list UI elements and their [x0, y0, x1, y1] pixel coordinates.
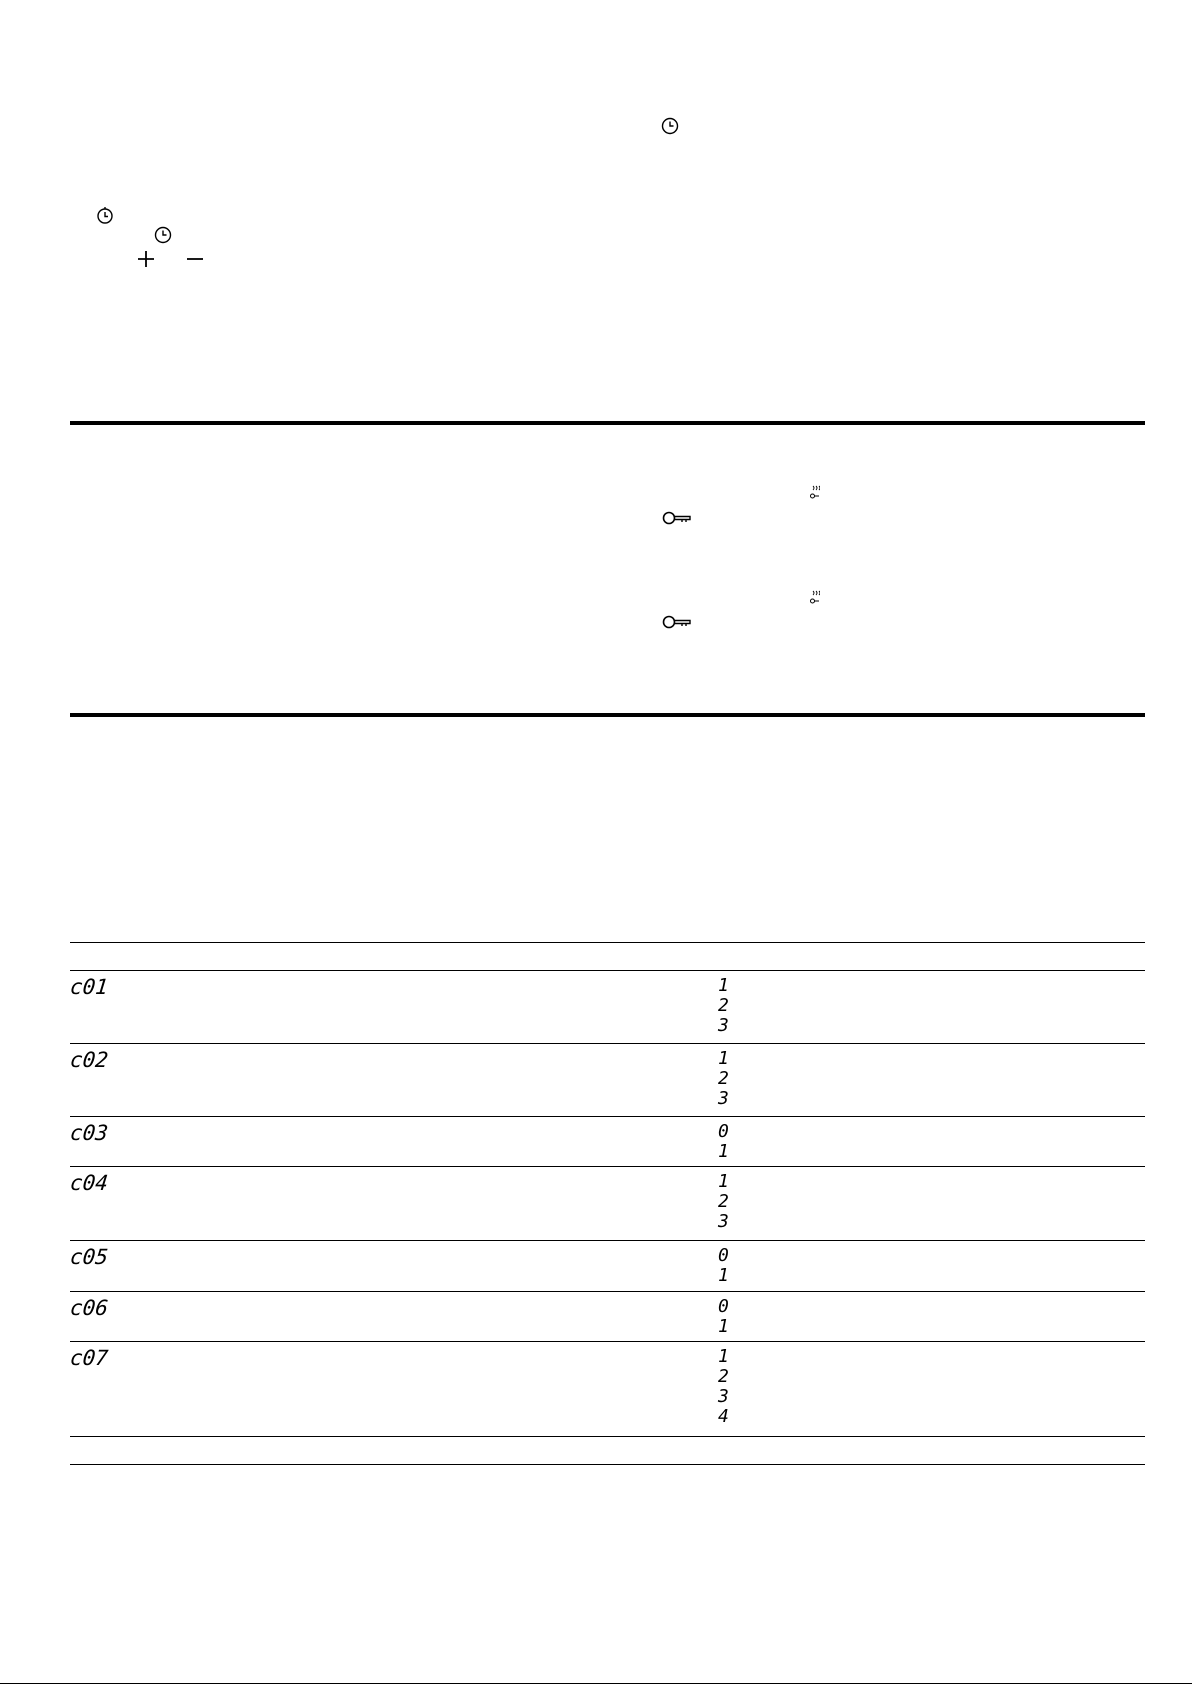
page-bottom-line — [0, 1683, 1192, 1684]
setting-value: 3 — [718, 1088, 729, 1109]
setting-value: 4 — [718, 1406, 729, 1427]
burner-lock-icon — [810, 485, 820, 501]
table-header-top-line — [70, 942, 1145, 943]
setting-code: c06 — [68, 1296, 110, 1320]
setting-code: c02 — [68, 1048, 110, 1072]
setting-code: c03 — [68, 1121, 110, 1145]
row-divider — [70, 1116, 1145, 1117]
setting-value: 0 — [718, 1121, 729, 1142]
setting-value: 1 — [718, 975, 729, 996]
setting-value: 2 — [718, 1366, 729, 1387]
clock-timer-icon — [96, 206, 114, 224]
row-divider — [70, 1436, 1145, 1437]
setting-code: c07 — [68, 1346, 110, 1370]
plus-icon — [137, 250, 155, 268]
setting-value: 0 — [718, 1296, 729, 1317]
setting-value: 0 — [718, 1245, 729, 1266]
setting-value: 3 — [718, 1015, 729, 1036]
setting-value: 1 — [718, 1316, 729, 1337]
setting-code: c01 — [68, 975, 110, 999]
setting-value: 2 — [718, 1191, 729, 1212]
clock-icon — [661, 117, 679, 135]
setting-value: 3 — [718, 1211, 729, 1232]
clock-icon — [154, 226, 172, 244]
setting-value: 2 — [718, 995, 729, 1016]
setting-code: c04 — [68, 1171, 110, 1195]
row-divider — [70, 1043, 1145, 1044]
setting-value: 1 — [718, 1346, 729, 1367]
burner-lock-icon — [810, 590, 820, 606]
row-divider — [70, 1166, 1145, 1167]
section-divider — [70, 713, 1145, 717]
setting-value: 1 — [718, 1048, 729, 1069]
key-lock-icon — [662, 510, 692, 526]
minus-icon — [186, 250, 204, 268]
setting-value: 1 — [718, 1141, 729, 1162]
table-header-bottom-line — [70, 970, 1145, 971]
setting-value: 2 — [718, 1068, 729, 1089]
row-divider — [70, 1341, 1145, 1342]
setting-value: 1 — [718, 1265, 729, 1286]
row-divider — [70, 1240, 1145, 1241]
setting-code: c05 — [68, 1245, 110, 1269]
row-divider — [70, 1291, 1145, 1292]
setting-value: 1 — [718, 1171, 729, 1192]
key-lock-icon — [662, 614, 692, 630]
table-bottom-line — [70, 1464, 1145, 1465]
setting-value: 3 — [718, 1386, 729, 1407]
section-divider — [70, 421, 1145, 425]
